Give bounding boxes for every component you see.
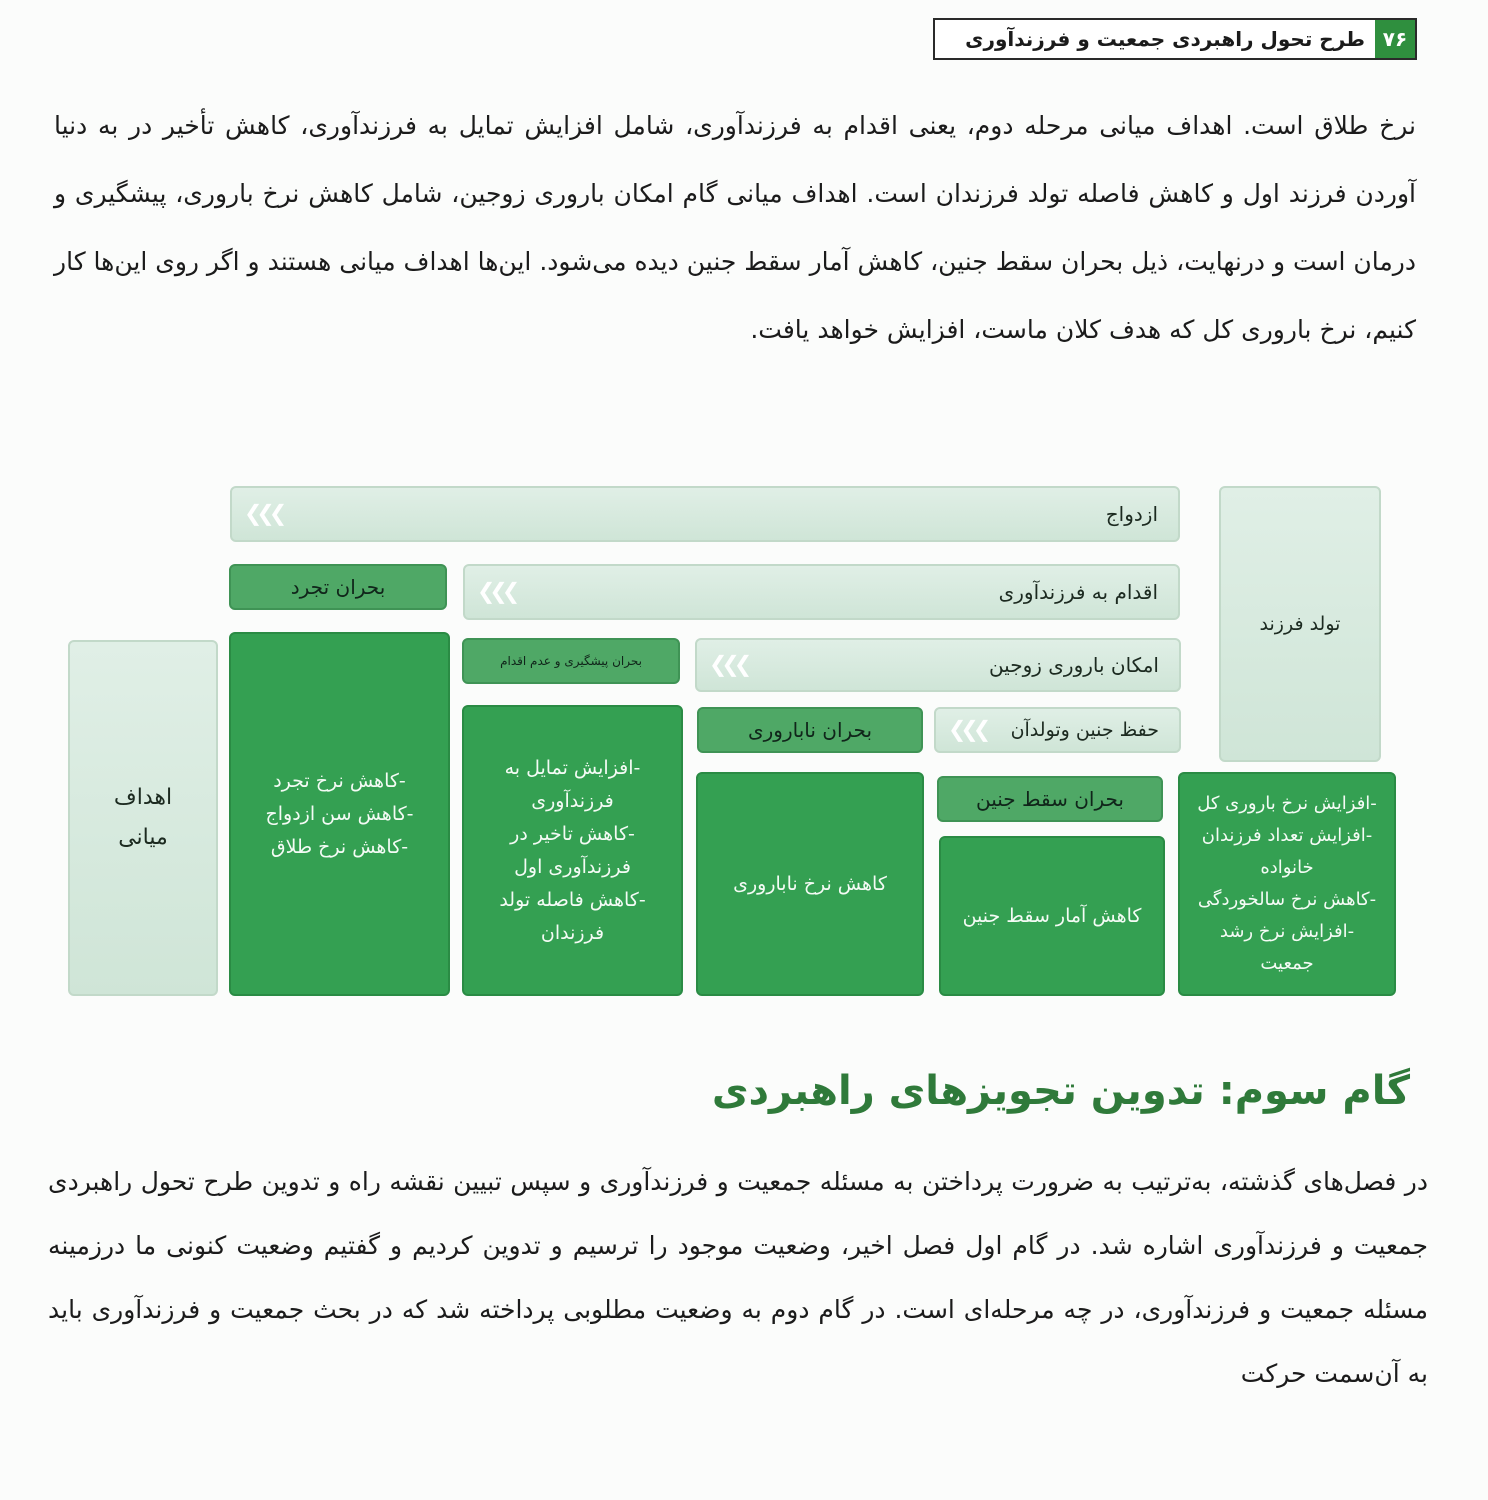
crisis-prevention-label: بحران پیشگیری و عدم اقدام [500,653,642,668]
intermediate-goals-box [68,640,218,996]
section-paragraph: در فصل‌های گذشته، به‌ترتیب به ضرورت پرداختن به مسئله جمعیت و فرزندآوری و سپس تبیین نقشه راه و تدوین طرح تحول راهبردی جمعیت و فرزندآوری اشاره شد. در گام اول فصل اخیر، وضعیت موجود را ترسیم و تدوین کردیم و گفتیم وضعیت کنونی ما درزمینه مسئله جمعیت و فرزندآوری، در چه مرحله‌ای است. در گام دوم به وضعیت مطلوبی پرداخته شد که در بحث جمعیت و فرزندآوری باید به آن‌سمت حرکت [48,1167,1428,1388]
bar-fetus-preservation [934,707,1181,753]
goals-infertility-box [696,772,924,996]
bar-marriage [230,486,1180,542]
crisis-abortion-box [937,776,1163,822]
bar-couple-fertility-label: امکان باروری زوجین [988,652,1159,677]
goals-celibacy-label: -کاهش نرخ تجرد -کاهش سن ازدواج -کاهش نرخ طلاق [265,769,414,858]
running-header [933,18,1417,60]
crisis-infertility-label: بحران ناباروری [747,717,873,742]
goals-celibacy-box [229,632,450,996]
running-title: طرح تحول راهبردی جمعیت و فرزندآوری [965,27,1365,51]
intermediate-goals-label: اهداف میانی [113,785,173,850]
goals-final-label: -افزایش نرخ باروری کل -افزایش تعداد فرزندان خانواده -کاهش نرخ سالخوردگی -افزایش نرخ رشد جمعیت [1197,793,1377,974]
goals-childbearing-label: -افزایش تمایل به فرزندآوری -کاهش تاخیر در فرزندآوری اول -کاهش فاصله تولد فرزندان [499,756,646,944]
chevron-left-icon: ❯❯❯ [477,579,515,605]
chevron-left-icon: ❯❯❯ [948,717,986,743]
crisis-celibacy-box [229,564,447,610]
goals-infertility-label: کاهش نرخ ناباروری [733,872,887,895]
crisis-infertility-box [697,707,923,753]
crisis-abortion-label: بحران سقط جنین [976,786,1124,811]
bar-childbearing-action [463,564,1180,620]
intro-paragraph: نرخ طلاق است. اهداف میانی مرحله دوم، یعنی اقدام به فرزندآوری، شامل افزایش تمایل به فرزندآوری، کاهش تأخیر در به دنیا آوردن فرزند اول و کاهش فاصله تولد فرزندان است. اهداف میانی گام امکان باروری زوجین، شامل کاهش نرخ باروری، پیشگیری و درمان است و درنهایت، ذیل بحران سقط جنین، کاهش آمار سقط جنین دیده می‌شود. این‌ها اهداف میانی هستند و اگر روی این‌ها کار کنیم، نرخ باروری کل که هدف کلان ماست، افزایش خواهد یافت. [54,111,1416,344]
crisis-celibacy-label: بحران تجرد [290,574,386,599]
bar-marriage-label: ازدواج [1105,501,1158,526]
goals-abortion-box [939,836,1165,996]
bar-fetus-label: حفظ جنین وتولدآن [1010,718,1159,741]
section-heading: گام سوم: تدوین تجویزهای راهبردی [711,1068,1410,1114]
bar-couple-fertility [695,638,1181,692]
chevron-left-icon: ❯❯❯ [709,652,747,678]
child-birth-box [1219,486,1381,762]
goals-childbearing-box [462,705,683,996]
page-number: ۷۶ [1375,20,1415,58]
goals-abortion-label: کاهش آمار سقط جنین [962,904,1142,927]
chevron-left-icon: ❯❯❯ [244,501,282,527]
goals-final-box [1178,772,1396,996]
crisis-prevention-box [462,638,680,684]
child-birth-label: تولد فرزند [1259,612,1341,635]
bar-childbearing-label: اقدام به فرزندآوری [998,579,1158,604]
